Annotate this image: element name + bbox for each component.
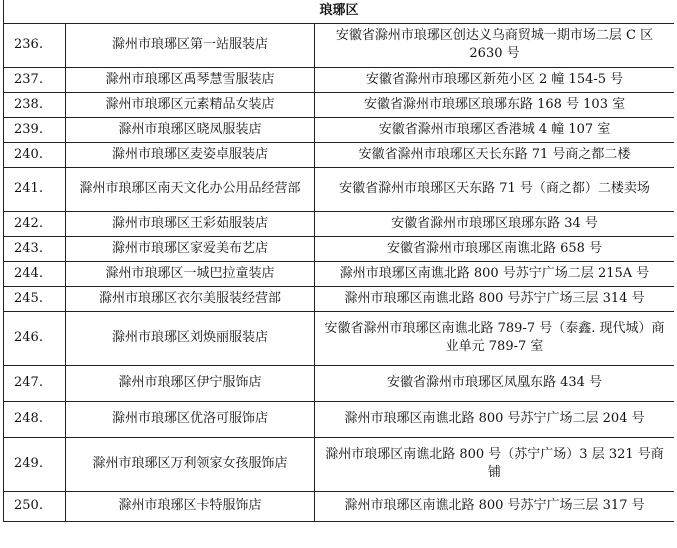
store-table bbox=[3, 0, 674, 522]
table-row bbox=[4, 167, 675, 211]
table-row bbox=[4, 67, 675, 92]
row-number: 240. bbox=[4, 142, 66, 167]
store-address: 安徽省滁州市琅琊区南谯北路 789-7 号（泰鑫. 现代城）商业单元 789-7 室 bbox=[315, 311, 675, 365]
section-title: 琅琊区 bbox=[4, 0, 675, 23]
row-number: 237. bbox=[4, 67, 66, 92]
store-address: 安徽省滁州市琅琊区琅琊东路 168 号 103 室 bbox=[315, 92, 675, 117]
store-name: 滁州市琅琊区晓凤服装店 bbox=[66, 117, 315, 142]
row-number: 248. bbox=[4, 401, 66, 437]
store-name: 滁州市琅琊区第一站服装店 bbox=[66, 23, 315, 67]
store-name: 滁州市琅琊区刘焕丽服装店 bbox=[66, 311, 315, 365]
store-name: 滁州市琅琊区衣尔美服装经营部 bbox=[66, 286, 315, 311]
document-page bbox=[3, 0, 674, 548]
row-number: 249. bbox=[4, 437, 66, 491]
store-address: 安徽省滁州市琅琊区凤凰东路 434 号 bbox=[315, 365, 675, 401]
table-row bbox=[4, 117, 675, 142]
row-number: 238. bbox=[4, 92, 66, 117]
table-row bbox=[4, 311, 675, 365]
store-address: 安徽省滁州市琅琊区新苑小区 2 幢 154-5 号 bbox=[315, 67, 675, 92]
store-name: 滁州市琅琊区元素精品女装店 bbox=[66, 92, 315, 117]
table-row bbox=[4, 92, 675, 117]
store-address: 安徽省滁州市琅琊区创达义乌商贸城一期市场二层 C 区 2630 号 bbox=[315, 23, 675, 67]
store-name: 滁州市琅琊区麦姿卓服装店 bbox=[66, 142, 315, 167]
row-number: 242. bbox=[4, 211, 66, 236]
row-number: 243. bbox=[4, 236, 66, 261]
store-name: 滁州市琅琊区卡特服饰店 bbox=[66, 491, 315, 521]
section-header-row bbox=[4, 0, 675, 23]
row-number: 236. bbox=[4, 23, 66, 67]
table-row bbox=[4, 142, 675, 167]
table-row bbox=[4, 365, 675, 401]
store-name: 滁州市琅琊区万利领家女孩服饰店 bbox=[66, 437, 315, 491]
store-address: 安徽省滁州市琅琊区香港城 4 幢 107 室 bbox=[315, 117, 675, 142]
row-number: 250. bbox=[4, 491, 66, 521]
row-number: 241. bbox=[4, 167, 66, 211]
store-address: 滁州市琅琊区南谯北路 800 号（苏宁广场）3 层 321 号商铺 bbox=[315, 437, 675, 491]
store-name: 滁州市琅琊区南天文化办公用品经营部 bbox=[66, 167, 315, 211]
store-address: 安徽省滁州市琅琊区琅琊东路 34 号 bbox=[315, 211, 675, 236]
row-number: 246. bbox=[4, 311, 66, 365]
row-number: 247. bbox=[4, 365, 66, 401]
row-number: 245. bbox=[4, 286, 66, 311]
store-name: 滁州市琅琊区伊宁服饰店 bbox=[66, 365, 315, 401]
table-row bbox=[4, 401, 675, 437]
store-name: 滁州市琅琊区一城巴拉童装店 bbox=[66, 261, 315, 286]
table-row bbox=[4, 23, 675, 67]
store-address: 滁州市琅琊区南谯北路 800 号苏宁广场二层 215A 号 bbox=[315, 261, 675, 286]
table-row bbox=[4, 261, 675, 286]
row-number: 239. bbox=[4, 117, 66, 142]
table-row bbox=[4, 437, 675, 491]
table-row bbox=[4, 491, 675, 521]
store-address: 安徽省滁州市琅琊区天东路 71 号（商之都）二楼卖场 bbox=[315, 167, 675, 211]
store-name: 滁州市琅琊区禹琴慧雪服装店 bbox=[66, 67, 315, 92]
table-row bbox=[4, 236, 675, 261]
store-name: 滁州市琅琊区家爱美布艺店 bbox=[66, 236, 315, 261]
store-name: 滁州市琅琊区王彩茹服装店 bbox=[66, 211, 315, 236]
store-address: 安徽省滁州市琅琊区天长东路 71 号商之都二楼 bbox=[315, 142, 675, 167]
store-address: 安徽省滁州市琅琊区南谯北路 658 号 bbox=[315, 236, 675, 261]
table-row bbox=[4, 286, 675, 311]
store-address: 滁州市琅琊区南谯北路 800 号苏宁广场三层 314 号 bbox=[315, 286, 675, 311]
store-address: 滁州市琅琊区南谯北路 800 号苏宁广场二层 204 号 bbox=[315, 401, 675, 437]
row-number: 244. bbox=[4, 261, 66, 286]
store-address: 滁州市琅琊区南谯北路 800 号苏宁广场三层 317 号 bbox=[315, 491, 675, 521]
store-name: 滁州市琅琊区优洛可服饰店 bbox=[66, 401, 315, 437]
table-row bbox=[4, 211, 675, 236]
